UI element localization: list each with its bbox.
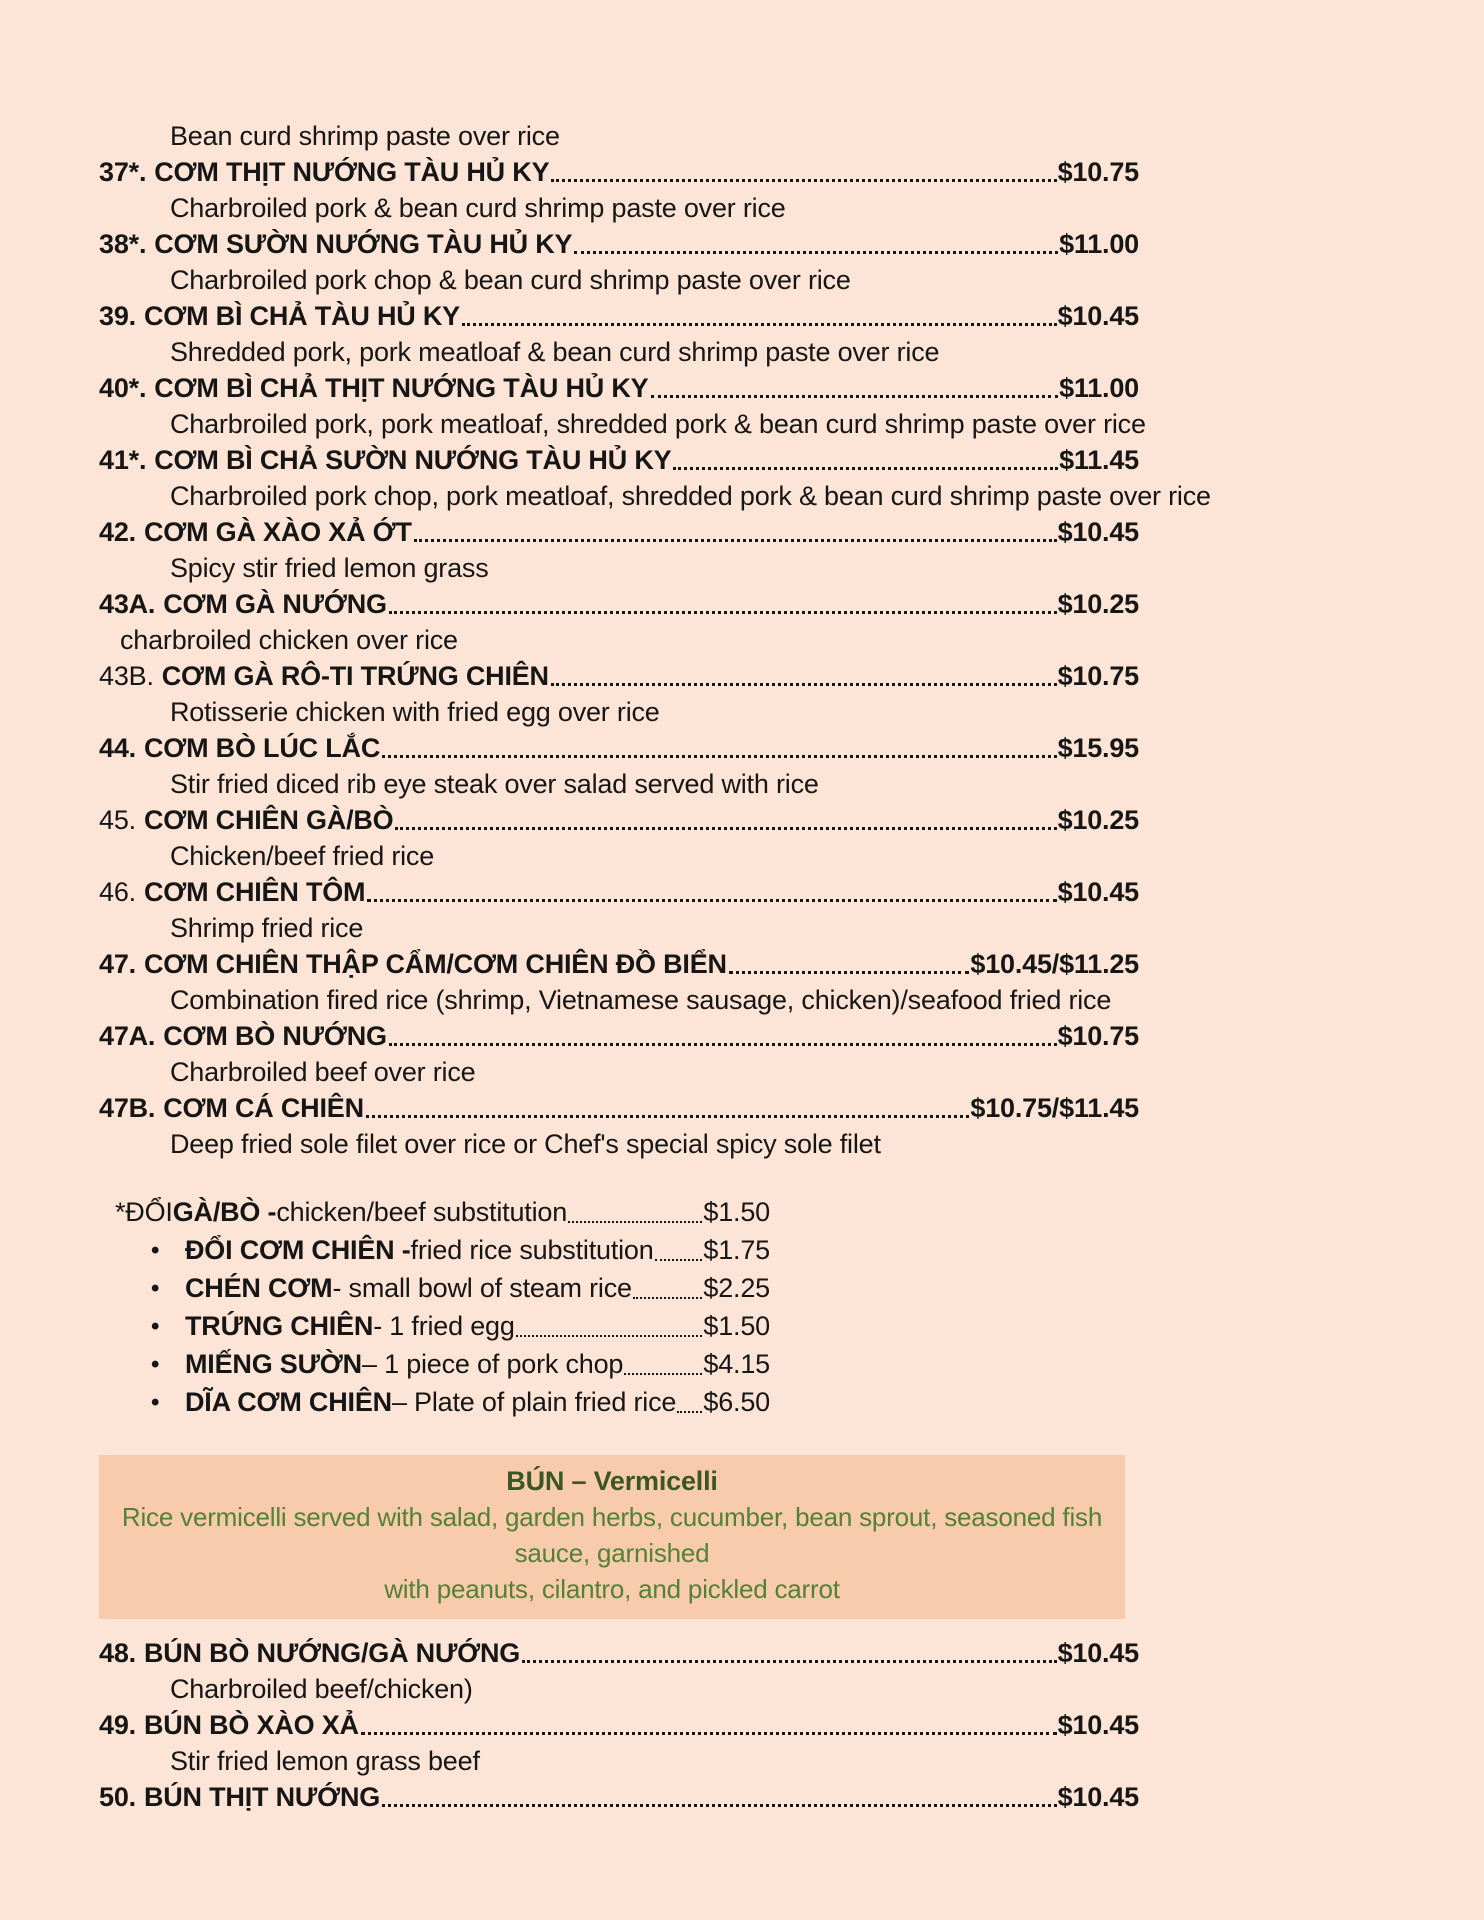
item-name: CƠM CHIÊN TÔM [143, 877, 366, 907]
item-name: CƠM CHIÊN GÀ/BÒ [143, 805, 394, 835]
item-description: Combination fired rice (shrimp, Vietnamese sausage, chicken)/seafood fried rice [170, 985, 1112, 1015]
bullet-icon [151, 1383, 185, 1421]
substitution-text: fried rice substitution [410, 1235, 654, 1265]
substitution-price: $4.15 [703, 1349, 770, 1379]
dotted-leader [651, 395, 1059, 398]
item-name: CƠM SƯỜN NƯỚNG TÀU HỦ KY [154, 229, 573, 259]
item-name: CƠM BÒ NƯỚNG [163, 1021, 387, 1051]
substitution-name: CHÉN CƠM [185, 1273, 333, 1303]
menu-item-row-49 [99, 1707, 1139, 1743]
substitution-prefix: *ĐỔI [115, 1197, 173, 1227]
item-name: BÚN BÒ XÀO XẢ [143, 1710, 359, 1740]
substitution-price: $2.25 [703, 1273, 770, 1303]
menu-item-row-41 [99, 442, 1139, 478]
item-description: Deep fried sole filet over rice or Chef's special spicy sole filet [170, 1129, 881, 1159]
item-description: Charbroiled pork & bean curd shrimp paste over rice [170, 193, 786, 223]
item-description: charbroiled chicken over rice [120, 625, 458, 655]
menu-item-row-47 [99, 946, 1139, 982]
substitution-text: chicken/beef substitution [276, 1197, 568, 1227]
item-name: CƠM GÀ RÔ-TI TRỨNG CHIÊN [161, 661, 549, 691]
substitution-row [115, 1345, 770, 1383]
menu-item-row-43B [99, 658, 1139, 694]
dotted-leader [366, 1115, 970, 1118]
dotted-leader [574, 251, 1058, 254]
item-description: Rotisserie chicken with fried egg over rice [170, 697, 660, 727]
menu-item-row-47A [99, 1018, 1139, 1054]
intro-description: Bean curd shrimp paste over rice [170, 121, 560, 151]
item-number: 47A. [99, 1021, 156, 1051]
item-number: 42. [99, 517, 136, 547]
bullet-icon [151, 1307, 185, 1345]
item-name: CƠM CÁ CHIÊN [163, 1093, 364, 1123]
section-description-line1: Rice vermicelli served with salad, garden herbs, cucumber, bean sprout, seasoned fish sauce, garnished [121, 1502, 1103, 1568]
item-number: 50. [99, 1782, 136, 1812]
substitution-text: – Plate of plain fried rice [391, 1387, 677, 1417]
dotted-leader [551, 179, 1056, 182]
substitution-name: GÀ/BÒ - [172, 1197, 277, 1227]
item-name: CƠM BÌ CHẢ SƯỜN NƯỚNG TÀU HỦ KY [154, 445, 672, 475]
bun-items [99, 1635, 1424, 1815]
substitution-name: DĨA CƠM CHIÊN [185, 1387, 392, 1417]
menu-item-row-50 [99, 1779, 1139, 1815]
item-number: 49. [99, 1710, 136, 1740]
item-price: $10.75 [1057, 1021, 1139, 1051]
item-price: $10.45 [1057, 877, 1139, 907]
item-number: 46. [99, 877, 136, 907]
item-number: 43B. [99, 661, 154, 691]
item-name: CƠM BÒ LÚC LẮC [143, 733, 381, 763]
bullet-icon [151, 1231, 185, 1269]
dotted-leader [677, 1411, 702, 1413]
menu-item-row-42 [99, 514, 1139, 550]
substitution-list [115, 1194, 770, 1421]
item-number: 43A. [99, 589, 156, 619]
substitution-header-row [115, 1194, 770, 1231]
substitution-name: MIẾNG SƯỜN [185, 1349, 362, 1379]
item-description: Charbroiled pork chop & bean curd shrimp paste over rice [170, 265, 851, 295]
substitution-row [115, 1231, 770, 1269]
item-number: 38*. [99, 229, 147, 259]
dotted-leader [624, 1373, 702, 1375]
menu-item-row-40 [99, 370, 1139, 406]
dotted-leader [516, 1335, 703, 1337]
substitution-price: $6.50 [703, 1387, 770, 1417]
dotted-leader [729, 971, 970, 974]
item-price: $10.45 [1057, 301, 1139, 331]
substitution-price: $1.75 [703, 1235, 770, 1265]
item-name: CƠM GÀ XÀO XẢ ỚT [143, 517, 412, 547]
item-description: Shrimp fried rice [170, 913, 364, 943]
item-price: $10.25 [1057, 589, 1139, 619]
substitution-text: - small bowl of steam rice [332, 1273, 632, 1303]
bullet-icon [151, 1269, 185, 1307]
item-price: $10.45/$11.25 [970, 949, 1139, 979]
item-price: $10.75 [1057, 157, 1139, 187]
bullet-icon [151, 1345, 185, 1383]
dotted-leader [389, 611, 1057, 614]
item-price: $11.45 [1059, 445, 1139, 475]
menu-item-row-37 [99, 154, 1139, 190]
item-number: 44. [99, 733, 136, 763]
menu-item-row-45 [99, 802, 1139, 838]
item-description: Stir fried lemon grass beef [170, 1746, 480, 1776]
section-title: BÚN – Vermicelli [506, 1466, 718, 1496]
item-description: Stir fried diced rib eye steak over salad served with rice [170, 769, 819, 799]
substitution-price: $1.50 [703, 1197, 770, 1227]
menu-item-row-43A [99, 586, 1139, 622]
item-price: $10.75/$11.45 [970, 1093, 1139, 1123]
menu-item-row-46 [99, 874, 1139, 910]
dotted-leader [462, 323, 1057, 326]
dotted-leader [633, 1297, 703, 1299]
item-name: CƠM THỊT NƯỚNG TÀU HỦ KY [154, 157, 550, 187]
item-name: BÚN THỊT NƯỚNG [143, 1782, 381, 1812]
dotted-leader [568, 1221, 702, 1223]
section-description-line2: with peanuts, cilantro, and pickled carrot [384, 1574, 840, 1604]
dotted-leader [655, 1259, 703, 1261]
dotted-leader [382, 1804, 1057, 1807]
item-name: CƠM BÌ CHẢ THỊT NƯỚNG TÀU HỦ KY [154, 373, 649, 403]
item-number: 45. [99, 805, 136, 835]
item-name: CƠM GÀ NƯỚNG [163, 589, 387, 619]
substitution-price: $1.50 [703, 1311, 770, 1341]
dotted-leader [395, 827, 1056, 830]
item-description: Spicy stir fried lemon grass [170, 553, 489, 583]
item-number: 48. [99, 1638, 136, 1668]
item-number: 47. [99, 949, 136, 979]
item-price: $10.75 [1057, 661, 1139, 691]
menu-item-row-47B [99, 1090, 1139, 1126]
item-number: 47B. [99, 1093, 156, 1123]
menu-item-row-48 [99, 1635, 1139, 1671]
dotted-leader [522, 1660, 1057, 1663]
dotted-leader [551, 683, 1057, 686]
item-price: $10.45 [1057, 1782, 1139, 1812]
item-description: Charbroiled pork chop, pork meatloaf, shredded pork & bean curd shrimp paste over rice [170, 481, 1211, 511]
item-description: Shredded pork, pork meatloaf & bean curd shrimp paste over rice [170, 337, 940, 367]
item-price: $10.25 [1057, 805, 1139, 835]
substitution-row [115, 1383, 770, 1421]
item-description: Charbroiled beef/chicken) [170, 1674, 473, 1704]
item-name: BÚN BÒ NƯỚNG/GÀ NƯỚNG [143, 1638, 521, 1668]
menu-item-row-44 [99, 730, 1139, 766]
substitution-name: TRỨNG CHIÊN [185, 1311, 374, 1341]
substitution-text: – 1 piece of pork chop [361, 1349, 624, 1379]
item-description: Charbroiled pork, pork meatloaf, shredded pork & bean curd shrimp paste over rice [170, 409, 1146, 439]
substitution-row [115, 1307, 770, 1345]
item-price: $11.00 [1059, 229, 1139, 259]
item-name: CƠM CHIÊN THẬP CẨM/CƠM CHIÊN ĐỒ BIỂN [143, 949, 727, 979]
item-number: 40*. [99, 373, 147, 403]
dotted-leader [361, 1732, 1057, 1735]
dotted-leader [382, 755, 1056, 758]
item-price: $15.95 [1057, 733, 1139, 763]
substitution-text: - 1 fried egg [373, 1311, 515, 1341]
item-description: Chicken/beef fried rice [170, 841, 435, 871]
item-price: $10.45 [1057, 517, 1139, 547]
item-price: $10.45 [1057, 1638, 1139, 1668]
menu-item-row-39 [99, 298, 1139, 334]
dotted-leader [389, 1043, 1057, 1046]
item-number: 39. [99, 301, 136, 331]
item-number: 37*. [99, 157, 147, 187]
item-price: $10.45 [1057, 1710, 1139, 1740]
item-number: 41*. [99, 445, 147, 475]
substitution-name: ĐỔI CƠM CHIÊN - [185, 1235, 411, 1265]
item-price: $11.00 [1059, 373, 1139, 403]
item-name: CƠM BÌ CHẢ TÀU HỦ KY [143, 301, 460, 331]
dotted-leader [367, 899, 1056, 902]
item-description: Charbroiled beef over rice [170, 1057, 476, 1087]
section-band-bun [99, 1455, 1125, 1619]
substitution-row [115, 1269, 770, 1307]
menu-item-row-38 [99, 226, 1139, 262]
dotted-leader [673, 467, 1058, 470]
dotted-leader [414, 539, 1057, 542]
